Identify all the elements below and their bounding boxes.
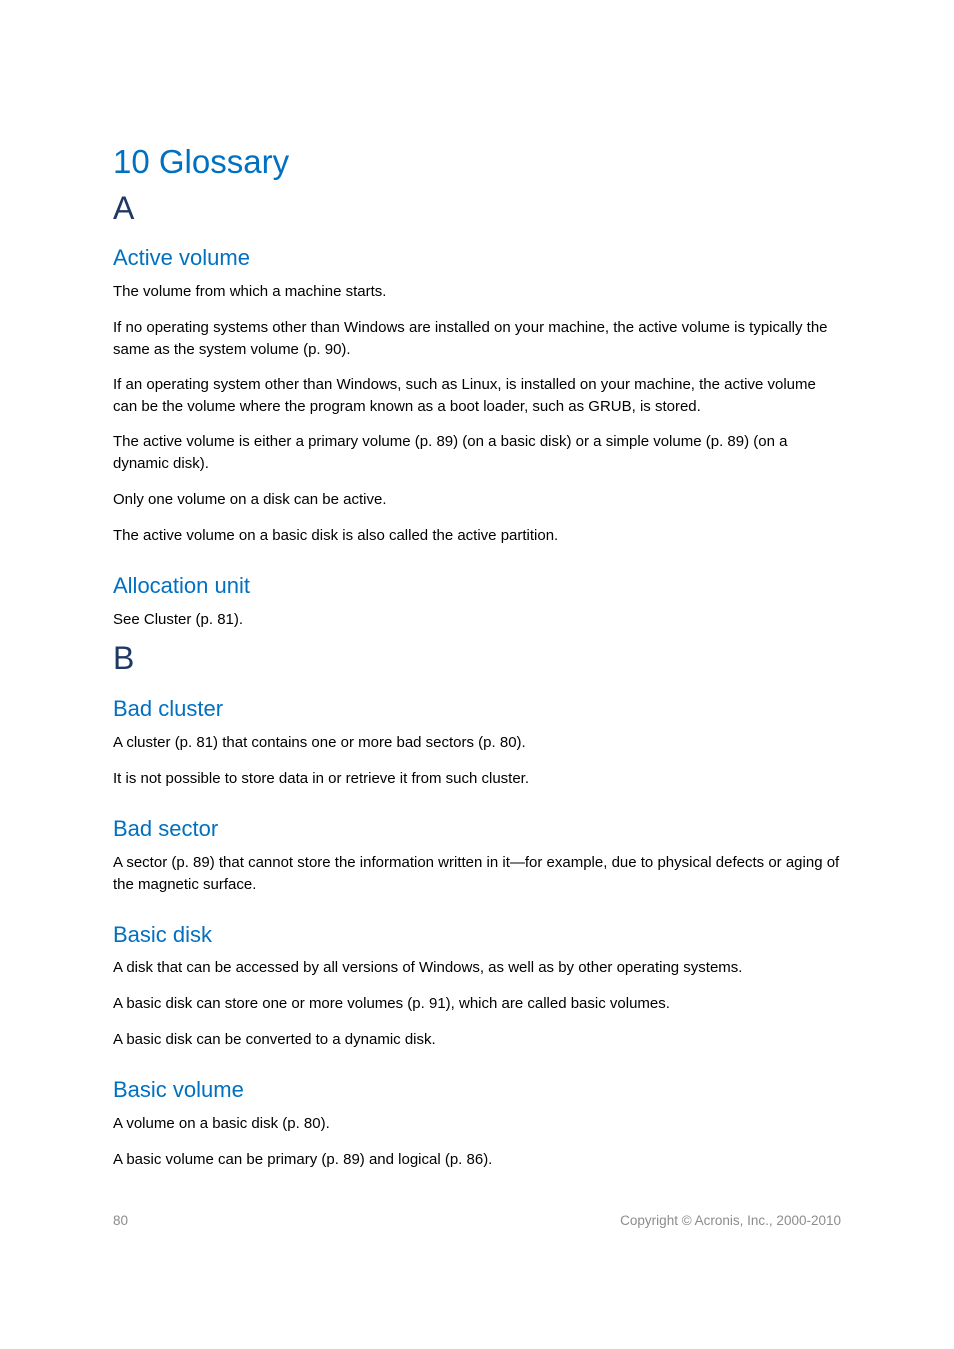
definition-paragraph: A cluster (p. 81) that contains one or more bad sectors (p. 80). [113, 734, 526, 751]
term-bad-cluster: Bad cluster [113, 696, 224, 721]
definition-paragraph: If no operating systems other than Windows are installed on your machine, the active volume is typically the same as the system volume (p. 90). [113, 319, 828, 358]
definition-paragraph: The active volume is either a primary volume (p. 89) (on a basic disk) or a simple volume (p. 89) (on a dynamic disk). [113, 433, 788, 472]
definition-paragraph: A basic disk can be converted to a dynamic disk. [113, 1031, 436, 1048]
definition-paragraph: A disk that can be accessed by all versions of Windows, as well as by other operating systems. [113, 959, 743, 976]
definition-paragraph: The volume from which a machine starts. [113, 283, 387, 300]
page-number: 80 [113, 1213, 129, 1228]
term-bad-sector: Bad sector [113, 816, 219, 841]
definition-paragraph: Only one volume on a disk can be active. [113, 491, 387, 508]
definition-paragraph: A sector (p. 89) that cannot store the information written in it—for example, due to physical defects or aging of the magnetic surface. [113, 854, 840, 893]
definition-paragraph: A basic volume can be primary (p. 89) and logical (p. 86). [113, 1151, 493, 1168]
chapter-title: 10 Glossary [113, 143, 290, 180]
term-basic-volume: Basic volume [113, 1077, 244, 1102]
section-letter-a: A [113, 190, 135, 226]
definition-paragraph: The active volume on a basic disk is also called the active partition. [113, 527, 559, 544]
definition-paragraph: See Cluster (p. 81). [113, 611, 244, 628]
definition-paragraph: It is not possible to store data in or retrieve it from such cluster. [113, 770, 530, 787]
term-active-volume: Active volume [113, 245, 250, 270]
term-basic-disk: Basic disk [113, 922, 213, 947]
section-letter-b: B [113, 640, 135, 676]
definition-paragraph: A volume on a basic disk (p. 80). [113, 1115, 330, 1132]
copyright-notice: Copyright © Acronis, Inc., 2000-2010 [620, 1213, 841, 1228]
term-allocation-unit: Allocation unit [113, 573, 250, 598]
definition-paragraph: If an operating system other than Windows, such as Linux, is installed on your machine, the active volume can be the volume where the program known as a boot loader, such as GRUB, is stored. [113, 376, 816, 415]
definition-paragraph: A basic disk can store one or more volumes (p. 91), which are called basic volumes. [113, 995, 670, 1012]
